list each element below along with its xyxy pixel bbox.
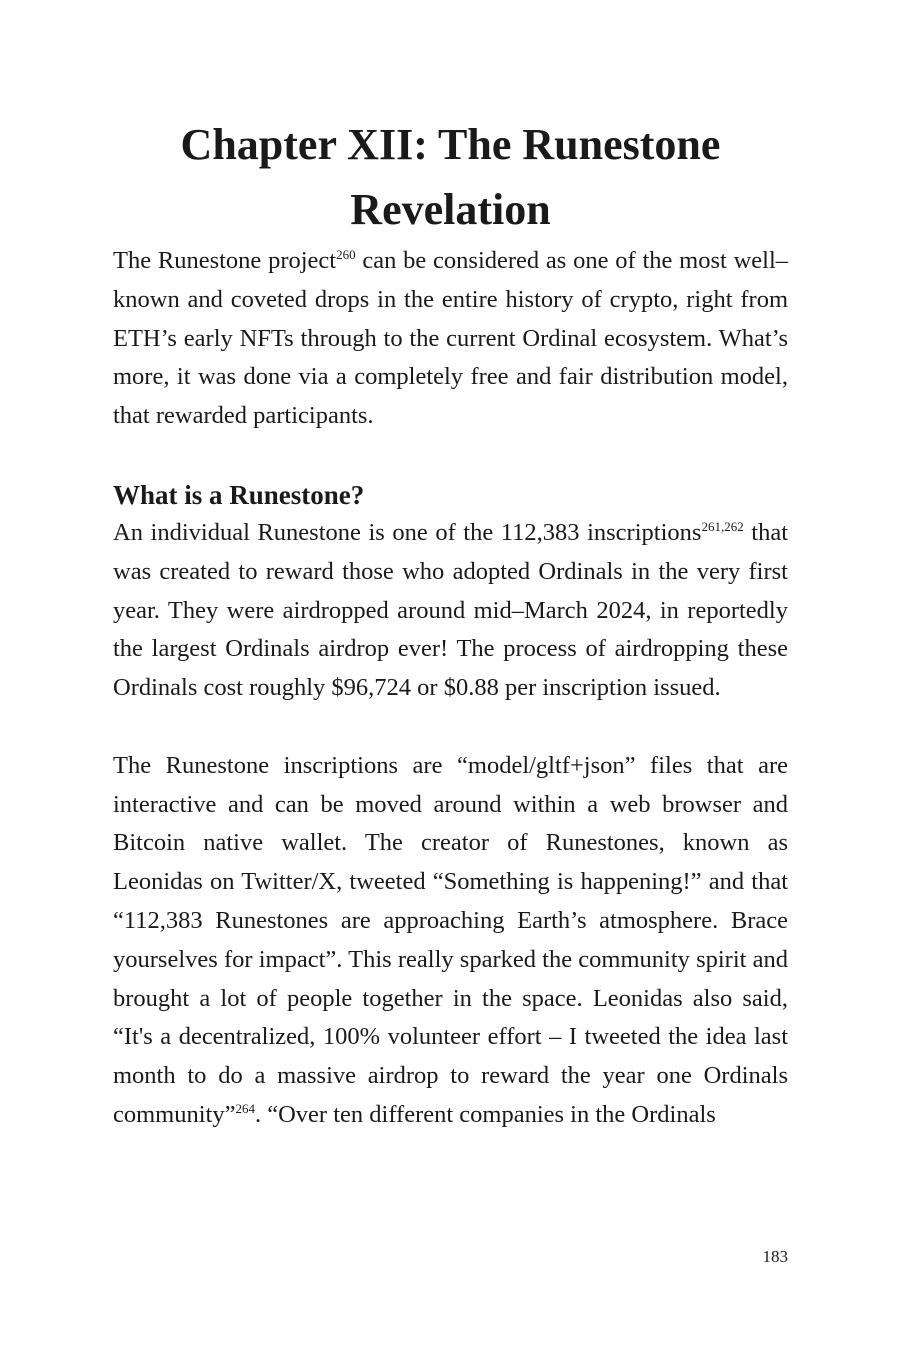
definition-text-end: that was created to reward those who adopted Ordinals in the very first year. They were airdropped around mid–March 2024, in reportedly the largest Ordinals airdrop ever! The process of airdropping these Ordinals cost roughly $96,724 or $0.88 per inscription issued. <box>113 518 789 702</box>
footnote-ref-261-262: 261,262 <box>701 518 744 534</box>
footnote-ref-264: 264 <box>235 1100 255 1116</box>
runestone-inscriptions-paragraph <box>113 747 788 1135</box>
intro-text-end: can be considered as one of the most well–known and coveted drops in the entire history of crypto, right from ETH’s early NFTs through to the current Ordinal ecosystem. What’s more, it was done via a completely free and fair distribution model, that rewarded participants. <box>113 247 788 430</box>
intro-paragraph <box>113 242 788 436</box>
chapter-title-line-1: Chapter XII: The Runestone <box>180 120 721 169</box>
definition-text-start: An individual Runestone is one of the 112,383 inscriptions <box>113 518 702 546</box>
section-heading: What is a Runestone? <box>113 479 365 510</box>
inscriptions-text-end: . “Over ten different companies in the Ordinals <box>254 1100 716 1128</box>
footnote-ref-260: 260 <box>336 247 356 262</box>
book-page <box>113 112 788 1135</box>
chapter-title-line-2: Revelation <box>350 185 551 234</box>
chapter-title <box>113 112 788 242</box>
runestone-definition-paragraph <box>113 514 788 708</box>
inscriptions-text-start: The Runestone inscriptions are “model/gltf+json” files that are interactive and can be moved around within a web browser and Bitcoin native wallet. The creator of Runestones, known as Leonidas on Twitter/X, tweeted “Something is happening!” and that “112,383 Runestones are approaching Earth’s atmosphere. Brace yourselves for impact”. This really sparked the community spirit and brought a lot of people together in the space. Leonidas also said, “It's a decentralized, 100% volunteer effort – I tweeted the idea last month to do a massive airdrop to reward the year one Ordinals community” <box>113 751 788 1128</box>
page-number: 183 <box>762 1247 788 1266</box>
intro-text-start: The Runestone project <box>113 247 337 274</box>
